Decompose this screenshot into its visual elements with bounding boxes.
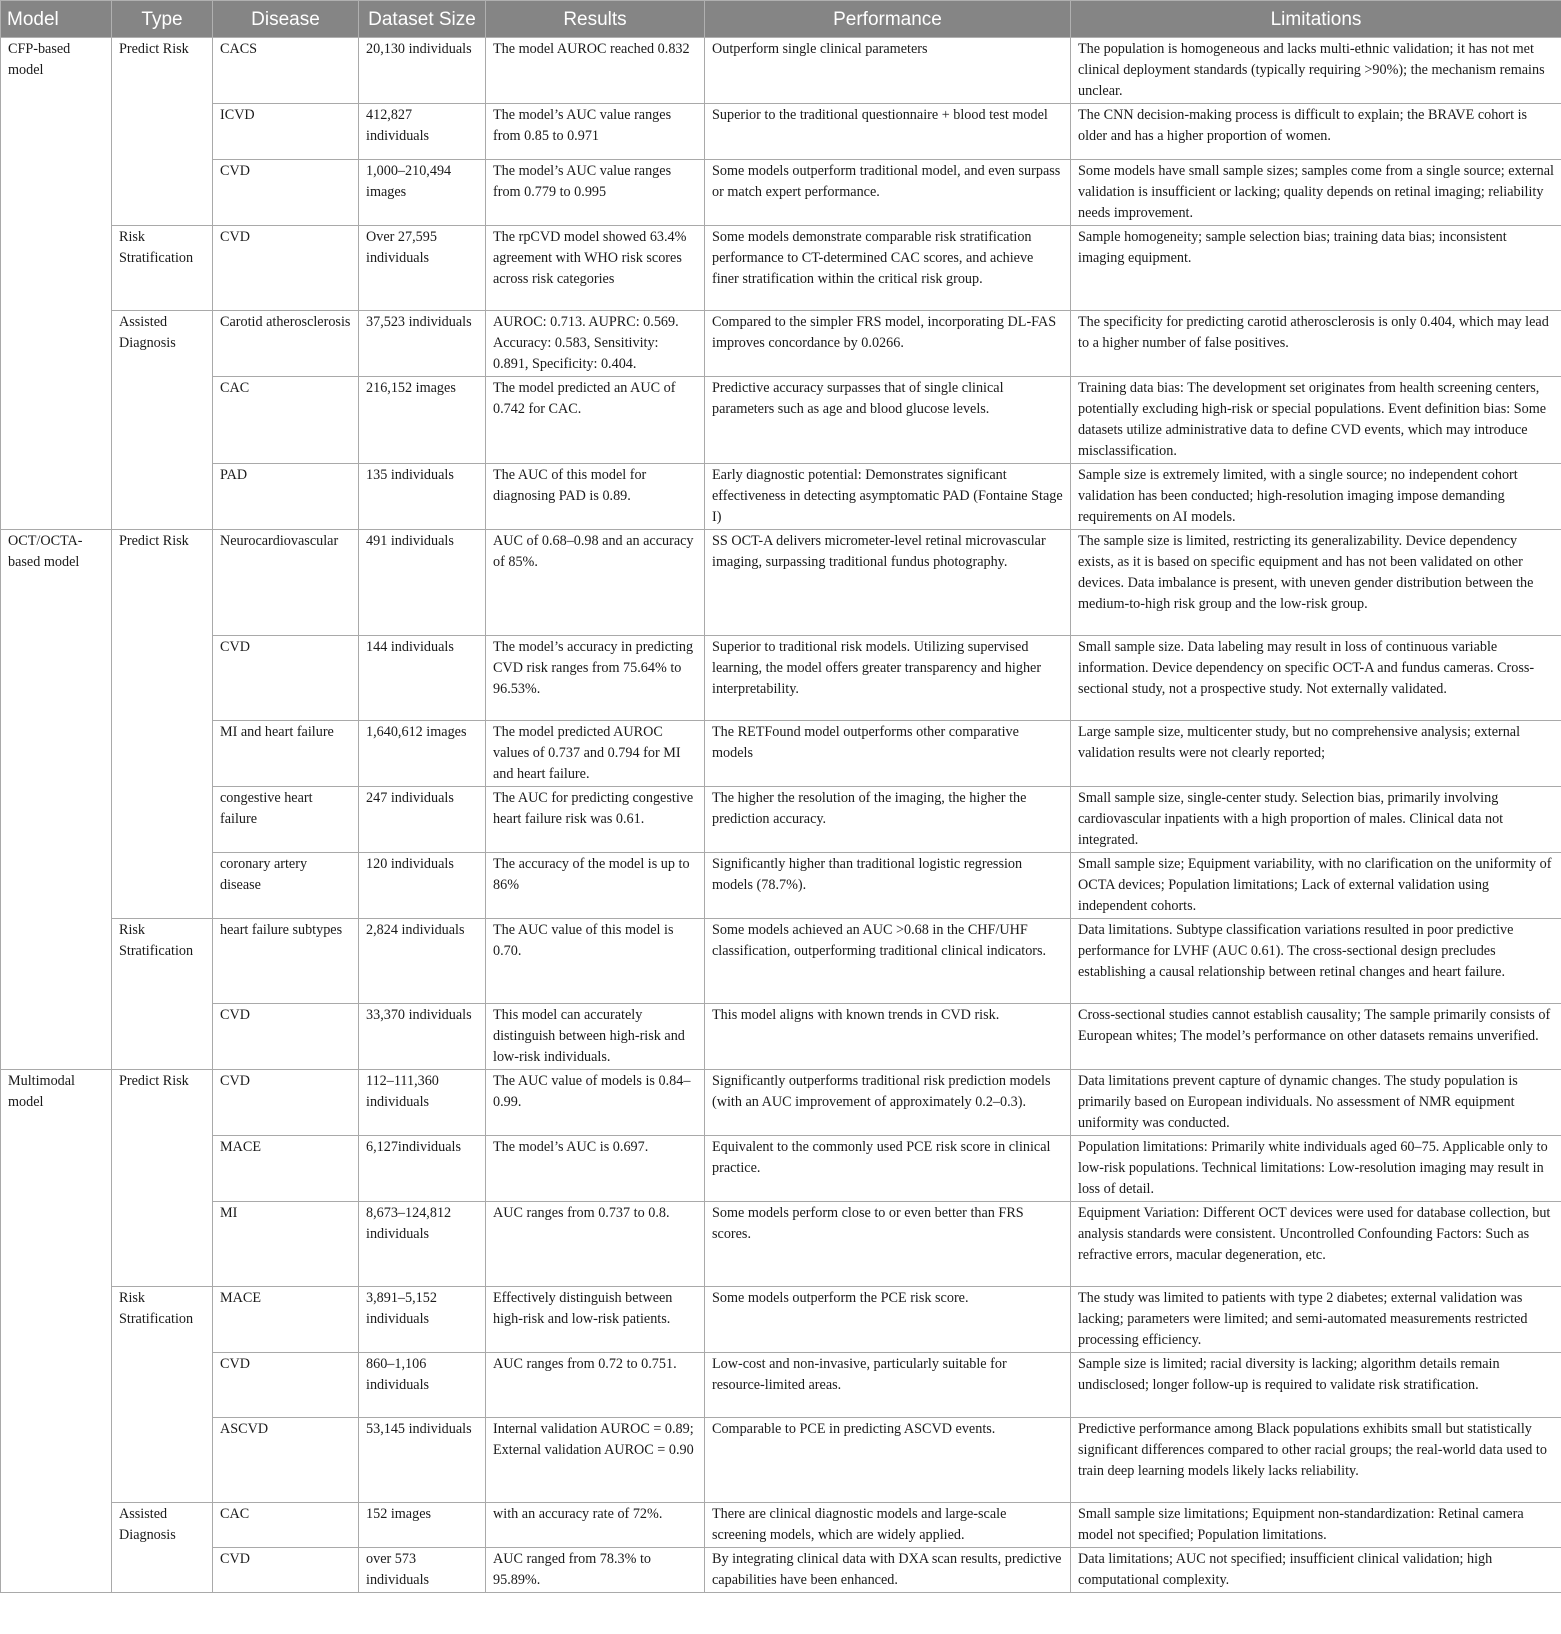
header-dataset-size: Dataset Size bbox=[359, 1, 486, 38]
disease-cell: MI bbox=[213, 1202, 359, 1287]
disease-cell: congestive heart failure bbox=[213, 787, 359, 853]
table-row bbox=[1, 311, 1561, 377]
limitations-cell: Sample homogeneity; sample selection bias; training data bias; inconsistent imaging equipment. bbox=[1071, 226, 1561, 311]
table-row bbox=[1, 1136, 1561, 1202]
dataset-size-cell: 860–1,106 individuals bbox=[359, 1353, 486, 1418]
model-cell: Multimodal model bbox=[1, 1070, 112, 1593]
limitations-cell: Cross-sectional studies cannot establish causality; The sample primarily consists of European whites; The model’s performance on other datasets remains unverified. bbox=[1071, 1004, 1561, 1070]
table-header bbox=[1, 1, 1561, 38]
type-cell: Risk Stratification bbox=[112, 1287, 213, 1503]
results-cell: The AUC for predicting congestive heart failure risk was 0.61. bbox=[486, 787, 705, 853]
table-row bbox=[1, 721, 1561, 787]
disease-cell: CAC bbox=[213, 377, 359, 464]
limitations-cell: The population is homogeneous and lacks multi-ethnic validation; it has not met clinical deployment standards (typically requiring >90%); the mechanism remains unclear. bbox=[1071, 38, 1561, 104]
performance-cell: Some models demonstrate comparable risk stratification performance to CT-determined CAC scores, and achieve finer stratification within the critical risk group. bbox=[705, 226, 1071, 311]
results-cell: The model predicted AUROC values of 0.737 and 0.794 for MI and heart failure. bbox=[486, 721, 705, 787]
type-cell: Risk Stratification bbox=[112, 226, 213, 311]
limitations-cell: The study was limited to patients with type 2 diabetes; external validation was lacking; parameters were limited; and semi-automated measurements restricted processing efficiency. bbox=[1071, 1287, 1561, 1353]
results-cell: The model’s AUC value ranges from 0.85 to 0.971 bbox=[486, 104, 705, 160]
dataset-size-cell: 112–111,360 individuals bbox=[359, 1070, 486, 1136]
dataset-size-cell: 8,673–124,812 individuals bbox=[359, 1202, 486, 1287]
disease-cell: CVD bbox=[213, 1353, 359, 1418]
performance-cell: Some models outperform traditional model, and even surpass or match expert performance. bbox=[705, 160, 1071, 226]
results-cell: with an accuracy rate of 72%. bbox=[486, 1503, 705, 1548]
limitations-cell: Predictive performance among Black populations exhibits small but statistically significant differences compared to other racial groups; the real-world data used to train deep learning models likely lacks reliability. bbox=[1071, 1418, 1561, 1503]
results-cell: This model can accurately distinguish between high-risk and low-risk individuals. bbox=[486, 1004, 705, 1070]
performance-cell: There are clinical diagnostic models and large-scale screening models, which are widely applied. bbox=[705, 1503, 1071, 1548]
table-row bbox=[1, 377, 1561, 464]
disease-cell: PAD bbox=[213, 464, 359, 530]
table-body bbox=[1, 38, 1561, 1593]
disease-cell: CVD bbox=[213, 1004, 359, 1070]
table-row bbox=[1, 530, 1561, 636]
results-cell: AUC of 0.68–0.98 and an accuracy of 85%. bbox=[486, 530, 705, 636]
table-row bbox=[1, 1070, 1561, 1136]
performance-cell: SS OCT-A delivers micrometer-level retinal microvascular imaging, surpassing traditional fundus photography. bbox=[705, 530, 1071, 636]
results-cell: The AUC of this model for diagnosing PAD is 0.89. bbox=[486, 464, 705, 530]
performance-cell: Significantly outperforms traditional risk prediction models (with an AUC improvement of approximately 0.2–0.3). bbox=[705, 1070, 1071, 1136]
header-performance: Performance bbox=[705, 1, 1071, 38]
type-cell: Assisted Diagnosis bbox=[112, 311, 213, 530]
results-cell: AUROC: 0.713. AUPRC: 0.569. Accuracy: 0.583, Sensitivity: 0.891, Specificity: 0.404. bbox=[486, 311, 705, 377]
dataset-size-cell: 2,824 individuals bbox=[359, 919, 486, 1004]
dataset-size-cell: 412,827 individuals bbox=[359, 104, 486, 160]
disease-cell: CVD bbox=[213, 1548, 359, 1593]
header-row bbox=[1, 1, 1561, 38]
performance-cell: Comparable to PCE in predicting ASCVD events. bbox=[705, 1418, 1071, 1503]
dataset-size-cell: 491 individuals bbox=[359, 530, 486, 636]
performance-cell: The higher the resolution of the imaging, the higher the prediction accuracy. bbox=[705, 787, 1071, 853]
limitations-cell: The sample size is limited, restricting its generalizability. Device dependency exists, as it is based on specific equipment and has not been validated on other devices. Data imbalance is present, with uneven gender distribution between the medium-to-high risk group and the low-risk group. bbox=[1071, 530, 1561, 636]
performance-cell: Predictive accuracy surpasses that of single clinical parameters such as age and blood glucose levels. bbox=[705, 377, 1071, 464]
disease-cell: coronary artery disease bbox=[213, 853, 359, 919]
results-cell: The model AUROC reached 0.832 bbox=[486, 38, 705, 104]
dataset-size-cell: Over 27,595 individuals bbox=[359, 226, 486, 311]
limitations-cell: The CNN decision-making process is difficult to explain; the BRAVE cohort is older and has a higher proportion of women. bbox=[1071, 104, 1561, 160]
table-row bbox=[1, 38, 1561, 104]
disease-cell: CVD bbox=[213, 226, 359, 311]
limitations-cell: Sample size is extremely limited, with a single source; no independent cohort validation has been conducted; high-resolution imaging impose demanding requirements on AI models. bbox=[1071, 464, 1561, 530]
results-cell: The model’s accuracy in predicting CVD risk ranges from 75.64% to 96.53%. bbox=[486, 636, 705, 721]
dataset-size-cell: 135 individuals bbox=[359, 464, 486, 530]
dataset-size-cell: 1,640,612 images bbox=[359, 721, 486, 787]
results-cell: Internal validation AUROC = 0.89; External validation AUROC = 0.90 bbox=[486, 1418, 705, 1503]
limitations-cell: Small sample size limitations; Equipment non-standardization: Retinal camera model not specified; Population limitations. bbox=[1071, 1503, 1561, 1548]
dataset-size-cell: 120 individuals bbox=[359, 853, 486, 919]
performance-cell: Compared to the simpler FRS model, incorporating DL-FAS improves concordance by 0.0266. bbox=[705, 311, 1071, 377]
results-cell: The model’s AUC is 0.697. bbox=[486, 1136, 705, 1202]
performance-cell: Significantly higher than traditional logistic regression models (78.7%). bbox=[705, 853, 1071, 919]
disease-cell: Carotid atherosclerosis bbox=[213, 311, 359, 377]
dataset-size-cell: 53,145 individuals bbox=[359, 1418, 486, 1503]
type-cell: Risk Stratification bbox=[112, 919, 213, 1070]
disease-cell: heart failure subtypes bbox=[213, 919, 359, 1004]
results-cell: The model predicted an AUC of 0.742 for CAC. bbox=[486, 377, 705, 464]
performance-cell: Superior to traditional risk models. Utilizing supervised learning, the model offers greater transparency and higher interpretability. bbox=[705, 636, 1071, 721]
results-cell: The model’s AUC value ranges from 0.779 to 0.995 bbox=[486, 160, 705, 226]
dataset-size-cell: 20,130 individuals bbox=[359, 38, 486, 104]
header-type: Type bbox=[112, 1, 213, 38]
results-cell: The accuracy of the model is up to 86% bbox=[486, 853, 705, 919]
limitations-cell: Data limitations. Subtype classification variations resulted in poor predictive performance for LVHF (AUC 0.61). The cross-sectional design precludes establishing a causal relationship between retinal changes and heart failure. bbox=[1071, 919, 1561, 1004]
results-cell: The rpCVD model showed 63.4% agreement with WHO risk scores across risk categories bbox=[486, 226, 705, 311]
table-row bbox=[1, 636, 1561, 721]
table-row bbox=[1, 919, 1561, 1004]
table-row bbox=[1, 226, 1561, 311]
limitations-cell: Large sample size, multicenter study, but no comprehensive analysis; external validation results were not clearly reported; bbox=[1071, 721, 1561, 787]
table-row bbox=[1, 1353, 1561, 1418]
performance-cell: Some models outperform the PCE risk score. bbox=[705, 1287, 1071, 1353]
limitations-cell: Equipment Variation: Different OCT devices were used for database collection, but analysis standards were consistent. Uncontrolled Confounding Factors: Such as refractive errors, macular degeneration, etc. bbox=[1071, 1202, 1561, 1287]
performance-cell: Some models perform close to or even better than FRS scores. bbox=[705, 1202, 1071, 1287]
limitations-cell: Data limitations prevent capture of dynamic changes. The study population is primarily based on European individuals. No assessment of NMR equipment uniformity was conducted. bbox=[1071, 1070, 1561, 1136]
results-cell: The AUC value of this model is 0.70. bbox=[486, 919, 705, 1004]
disease-cell: CACS bbox=[213, 38, 359, 104]
limitations-cell: Sample size is limited; racial diversity is lacking; algorithm details remain undisclosed; longer follow-up is required to validate risk stratification. bbox=[1071, 1353, 1561, 1418]
performance-cell: Early diagnostic potential: Demonstrates significant effectiveness in detecting asymptomatic PAD (Fontaine Stage I) bbox=[705, 464, 1071, 530]
disease-cell: CVD bbox=[213, 160, 359, 226]
dataset-size-cell: 144 individuals bbox=[359, 636, 486, 721]
performance-cell: The RETFound model outperforms other comparative models bbox=[705, 721, 1071, 787]
limitations-cell: Data limitations; AUC not specified; insufficient clinical validation; high computational complexity. bbox=[1071, 1548, 1561, 1593]
results-cell: The AUC value of models is 0.84–0.99. bbox=[486, 1070, 705, 1136]
table-row bbox=[1, 160, 1561, 226]
limitations-cell: Small sample size; Equipment variability, with no clarification on the uniformity of OCTA devices; Population limitations; Lack of external validation using independent cohorts. bbox=[1071, 853, 1561, 919]
dataset-size-cell: 216,152 images bbox=[359, 377, 486, 464]
disease-cell: MI and heart failure bbox=[213, 721, 359, 787]
disease-cell: Neurocardiovascular bbox=[213, 530, 359, 636]
dataset-size-cell: 33,370 individuals bbox=[359, 1004, 486, 1070]
disease-cell: CVD bbox=[213, 636, 359, 721]
type-cell: Predict Risk bbox=[112, 530, 213, 919]
performance-cell: Low-cost and non-invasive, particularly suitable for resource-limited areas. bbox=[705, 1353, 1071, 1418]
header-limitations: Limitations bbox=[1071, 1, 1561, 38]
table-row bbox=[1, 1287, 1561, 1353]
table-row bbox=[1, 1548, 1561, 1593]
performance-cell: By integrating clinical data with DXA scan results, predictive capabilities have been enhanced. bbox=[705, 1548, 1071, 1593]
results-cell: AUC ranges from 0.737 to 0.8. bbox=[486, 1202, 705, 1287]
performance-cell: Outperform single clinical parameters bbox=[705, 38, 1071, 104]
dataset-size-cell: 3,891–5,152 individuals bbox=[359, 1287, 486, 1353]
type-cell: Predict Risk bbox=[112, 38, 213, 226]
table-row bbox=[1, 787, 1561, 853]
disease-cell: CAC bbox=[213, 1503, 359, 1548]
limitations-cell: Some models have small sample sizes; samples come from a single source; external validation is insufficient or lacking; quality depends on retinal imaging; reliability needs improvement. bbox=[1071, 160, 1561, 226]
type-cell: Assisted Diagnosis bbox=[112, 1503, 213, 1593]
table-row bbox=[1, 104, 1561, 160]
limitations-cell: Training data bias: The development set originates from health screening centers, potentially excluding high-risk or special populations. Event definition bias: Some datasets utilize administrative data to define CVD events, which may introduce misclassification. bbox=[1071, 377, 1561, 464]
header-model: Model bbox=[1, 1, 112, 38]
dataset-size-cell: 247 individuals bbox=[359, 787, 486, 853]
table-row bbox=[1, 1004, 1561, 1070]
limitations-cell: The specificity for predicting carotid atherosclerosis is only 0.404, which may lead to a higher number of false positives. bbox=[1071, 311, 1561, 377]
dataset-size-cell: 1,000–210,494 images bbox=[359, 160, 486, 226]
dataset-size-cell: 6,127individuals bbox=[359, 1136, 486, 1202]
performance-cell: Equivalent to the commonly used PCE risk score in clinical practice. bbox=[705, 1136, 1071, 1202]
disease-cell: MACE bbox=[213, 1136, 359, 1202]
type-cell: Predict Risk bbox=[112, 1070, 213, 1287]
table-row bbox=[1, 1202, 1561, 1287]
disease-cell: ICVD bbox=[213, 104, 359, 160]
performance-cell: This model aligns with known trends in CVD risk. bbox=[705, 1004, 1071, 1070]
model-cell: CFP-based model bbox=[1, 38, 112, 530]
limitations-cell: Small sample size. Data labeling may result in loss of continuous variable information. Device dependency on specific OCT-A and fundus cameras. Cross-sectional study, not a prospective study. Not externally validated. bbox=[1071, 636, 1561, 721]
performance-cell: Superior to the traditional questionnaire + blood test model bbox=[705, 104, 1071, 160]
disease-cell: CVD bbox=[213, 1070, 359, 1136]
dataset-size-cell: over 573 individuals bbox=[359, 1548, 486, 1593]
limitations-cell: Small sample size, single-center study. Selection bias, primarily involving cardiovascular inpatients with a high proportion of males. Clinical data not integrated. bbox=[1071, 787, 1561, 853]
table-row bbox=[1, 1418, 1561, 1503]
dataset-size-cell: 37,523 individuals bbox=[359, 311, 486, 377]
model-cell: OCT/OCTA-based model bbox=[1, 530, 112, 1070]
results-cell: AUC ranges from 0.72 to 0.751. bbox=[486, 1353, 705, 1418]
limitations-cell: Population limitations: Primarily white individuals aged 60–75. Applicable only to low-risk populations. Technical limitations: Low-resolution imaging may result in loss of detail. bbox=[1071, 1136, 1561, 1202]
performance-cell: Some models achieved an AUC >0.68 in the CHF/UHF classification, outperforming traditional clinical indicators. bbox=[705, 919, 1071, 1004]
header-results: Results bbox=[486, 1, 705, 38]
results-cell: AUC ranged from 78.3% to 95.89%. bbox=[486, 1548, 705, 1593]
disease-cell: MACE bbox=[213, 1287, 359, 1353]
table-row bbox=[1, 1503, 1561, 1548]
results-cell: Effectively distinguish between high-risk and low-risk patients. bbox=[486, 1287, 705, 1353]
dataset-size-cell: 152 images bbox=[359, 1503, 486, 1548]
header-disease: Disease bbox=[213, 1, 359, 38]
table-row bbox=[1, 853, 1561, 919]
table-row bbox=[1, 464, 1561, 530]
disease-cell: ASCVD bbox=[213, 1418, 359, 1503]
